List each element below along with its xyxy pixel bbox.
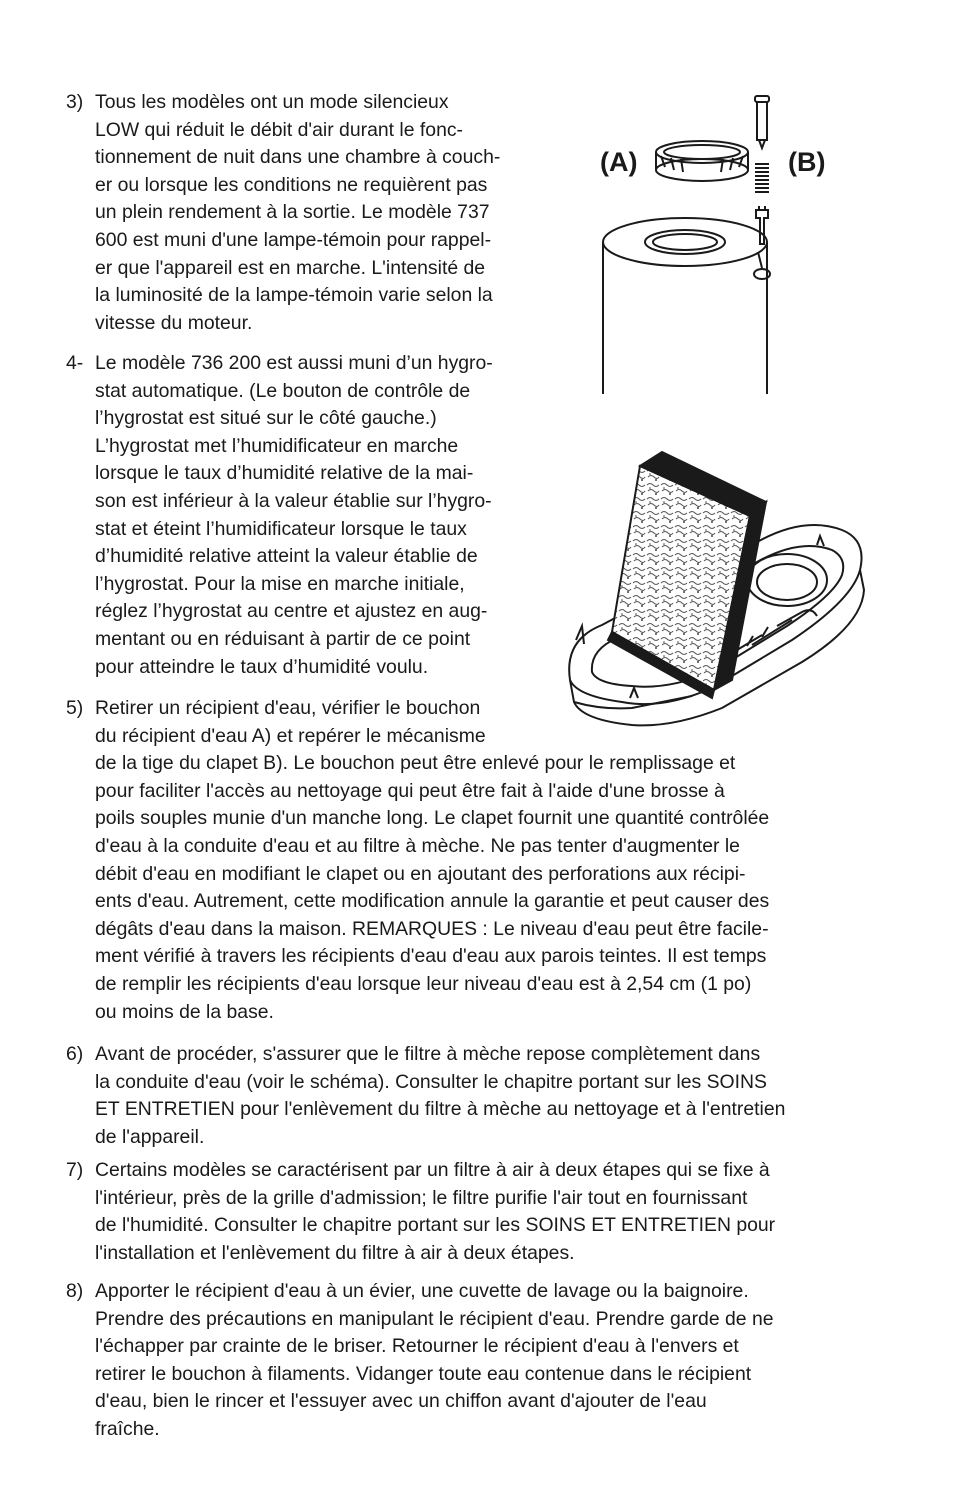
item-number: 4-: [66, 352, 84, 374]
text-line: lorsque le taux d’humidité relative de la mai-: [95, 462, 474, 485]
text-line: ou moins de la base.: [95, 1000, 274, 1023]
text-line: ment vérifié à travers les récipients d'eau d'eau aux parois teintes. Il est temps: [95, 945, 767, 968]
instruction-item-5: [66, 695, 896, 1026]
label-b: (B): [788, 147, 826, 177]
text-line: la luminosité de la lampe-témoin varie selon la: [95, 284, 493, 307]
text-line: l’hygrostat est situé sur le côté gauche.): [95, 407, 437, 430]
text-line: retirer le bouchon à filaments. Vidanger toute eau contenue dans le récipient: [95, 1362, 752, 1385]
text-line: Certains modèles se caractérisent par un filtre à air à deux étapes qui se fixe à: [95, 1159, 770, 1181]
text-line: ET ENTRETIEN pour l'enlèvement du filtre à mèche au nettoyage et à l'entretien: [95, 1098, 786, 1121]
text-line: un plein rendement à la sortie. Le modèle 737: [95, 201, 490, 224]
text-line: LOW qui réduit le débit d'air durant le fonc-: [95, 118, 464, 141]
instruction-item-6: [66, 1041, 896, 1151]
text-line: fraîche.: [95, 1417, 160, 1440]
text-line: mentant ou en réduisant à partir de ce point: [95, 627, 471, 650]
instruction-item-4: [66, 350, 566, 681]
text-line: vitesse du moteur.: [95, 311, 253, 334]
text-line: du récipient d'eau A) et repérer le mécanisme: [95, 724, 486, 747]
text-line: pour atteindre le taux d’humidité voulu.: [95, 655, 429, 678]
wick-filter-base-figure: [562, 440, 872, 740]
text-line: l'installation et l'enlèvement du filtre à air à deux étapes.: [95, 1241, 575, 1264]
item-number: 3): [66, 91, 84, 113]
text-line: de remplir les récipients d'eau lorsque leur niveau d'eau est à 2,54 cm (1 po): [95, 972, 752, 995]
text-line: de la tige du clapet B). Le bouchon peut être enlevé pour le remplissage et: [95, 752, 736, 775]
tank-cap-valve-figure: [595, 92, 845, 404]
text-line: ents d'eau. Autrement, cette modification annule la garantie et peut causer des: [95, 890, 770, 913]
instruction-item-3: [66, 89, 566, 337]
item-number: 8): [66, 1280, 84, 1302]
tank-illustration: [595, 92, 845, 404]
text-line: dégâts d'eau dans la maison. REMARQUES : Le niveau d'eau peut être facile-: [95, 917, 769, 940]
text-line: l'intérieur, près de la grille d'admission; le filtre purifie l'air tout en fournissant: [95, 1186, 748, 1209]
label-a: (A): [600, 147, 638, 177]
text-line: de l'humidité. Consulter le chapitre portant sur les SOINS ET ENTRETIEN pour: [95, 1214, 776, 1237]
instruction-item-8: [66, 1278, 896, 1444]
text-line: er que l'appareil est en marche. L'intensité de: [95, 256, 486, 279]
text-line: Retirer un récipient d'eau, vérifier le bouchon: [95, 697, 481, 719]
text-line: réglez l’hygrostat au centre et ajustez en aug-: [95, 600, 488, 623]
text-line: de l'appareil.: [95, 1125, 205, 1148]
wick-filter-illustration: [562, 440, 872, 740]
text-line: l’hygrostat. Pour la mise en marche initiale,: [95, 572, 465, 595]
text-line: pour faciliter l'accès au nettoyage qui peut être fait à l'aide d'une brosse à: [95, 779, 725, 802]
text-line: l'échapper par crainte de le briser. Retourner le récipient d'eau à l'envers et: [95, 1335, 739, 1358]
item-number: 5): [66, 697, 84, 719]
text-line: d'eau, bien le rincer et l'essuyer avec un chiffon avant d'ajouter de l'eau: [95, 1390, 707, 1413]
text-line: er ou lorsque les conditions ne requièrent pas: [95, 173, 488, 196]
text-line: L’hygrostat met l’humidificateur en marche: [95, 434, 459, 457]
text-line: Prendre des précautions en manipulant le récipient d'eau. Prendre garde de ne: [95, 1307, 774, 1330]
text-line: d’humidité relative atteint la valeur établie de: [95, 545, 478, 568]
text-line: stat automatique. (Le bouton de contrôle de: [95, 379, 471, 402]
text-line: la conduite d'eau (voir le schéma). Consulter le chapitre portant sur les SOINS: [95, 1070, 767, 1093]
text-line: Avant de procéder, s'assurer que le filtre à mèche repose complètement dans: [95, 1043, 761, 1065]
text-line: débit d'eau en modifiant le clapet ou en ajoutant des perforations aux récipi-: [95, 862, 746, 885]
text-line: tionnement de nuit dans une chambre à couch-: [95, 146, 501, 169]
text-line: Apporter le récipient d'eau à un évier, une cuvette de lavage ou la baignoire.: [95, 1280, 749, 1302]
text-line: 600 est muni d'une lampe-témoin pour rappel-: [95, 228, 492, 251]
text-line: stat et éteint l’humidificateur lorsque le taux: [95, 517, 467, 540]
text-line: son est inférieur à la valeur établie sur l’hygro-: [95, 489, 492, 512]
text-line: Le modèle 736 200 est aussi muni d’un hygro-: [95, 352, 493, 374]
item-number: 6): [66, 1043, 84, 1065]
item-number: 7): [66, 1159, 84, 1181]
text-line: Tous les modèles ont un mode silencieux: [95, 91, 449, 113]
text-line: poils souples munie d'un manche long. Le clapet fournit une quantité contrôlée: [95, 807, 770, 830]
text-line: d'eau à la conduite d'eau et au filtre à mèche. Ne pas tenter d'augmenter le: [95, 834, 740, 857]
instruction-item-7: [66, 1157, 896, 1267]
